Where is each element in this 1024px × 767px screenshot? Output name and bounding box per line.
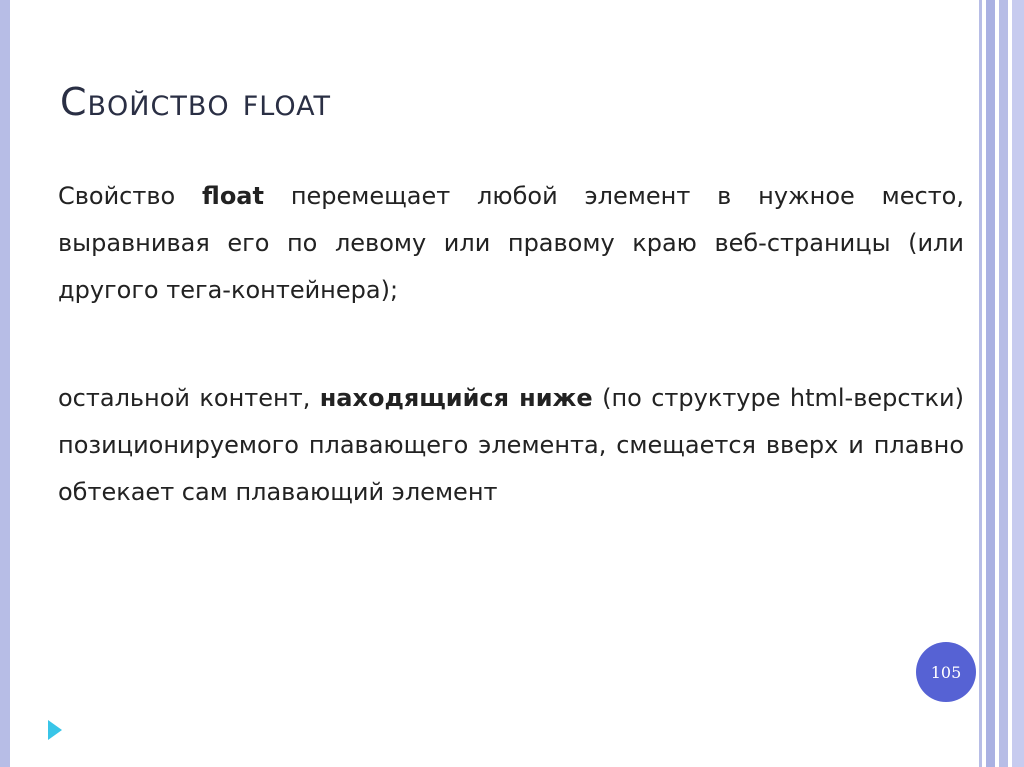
right-decorative-stripe	[979, 0, 982, 767]
left-decorative-bar	[0, 0, 10, 767]
right-decorative-stripe	[999, 0, 1008, 767]
right-decorative-stripe	[986, 0, 995, 767]
paragraph-bold-term: float	[202, 182, 264, 210]
paragraph-content-flow	[58, 375, 964, 516]
paragraph-text: (по структуре html-верстки) позиционируемого плавающего элемента, смещается вверх и плавно обтекает сам плавающий элемент	[58, 384, 964, 506]
paragraph-text: Свойство	[58, 182, 203, 210]
paragraph-float-definition	[58, 173, 964, 314]
paragraph-text: остальной контент,	[58, 384, 320, 412]
paragraph-bold-term: находящийся ниже	[319, 384, 593, 412]
right-decorative-stripe	[1012, 0, 1024, 767]
slide-title: Свойство float	[60, 80, 331, 124]
play-arrow-icon[interactable]	[48, 720, 62, 740]
paragraph-text: перемещает любой элемент в нужное место, выравнивая его по левому или правому краю веб-страницы (или другого тега-контейнера);	[58, 182, 964, 304]
page-number-badge: 105	[916, 642, 976, 702]
